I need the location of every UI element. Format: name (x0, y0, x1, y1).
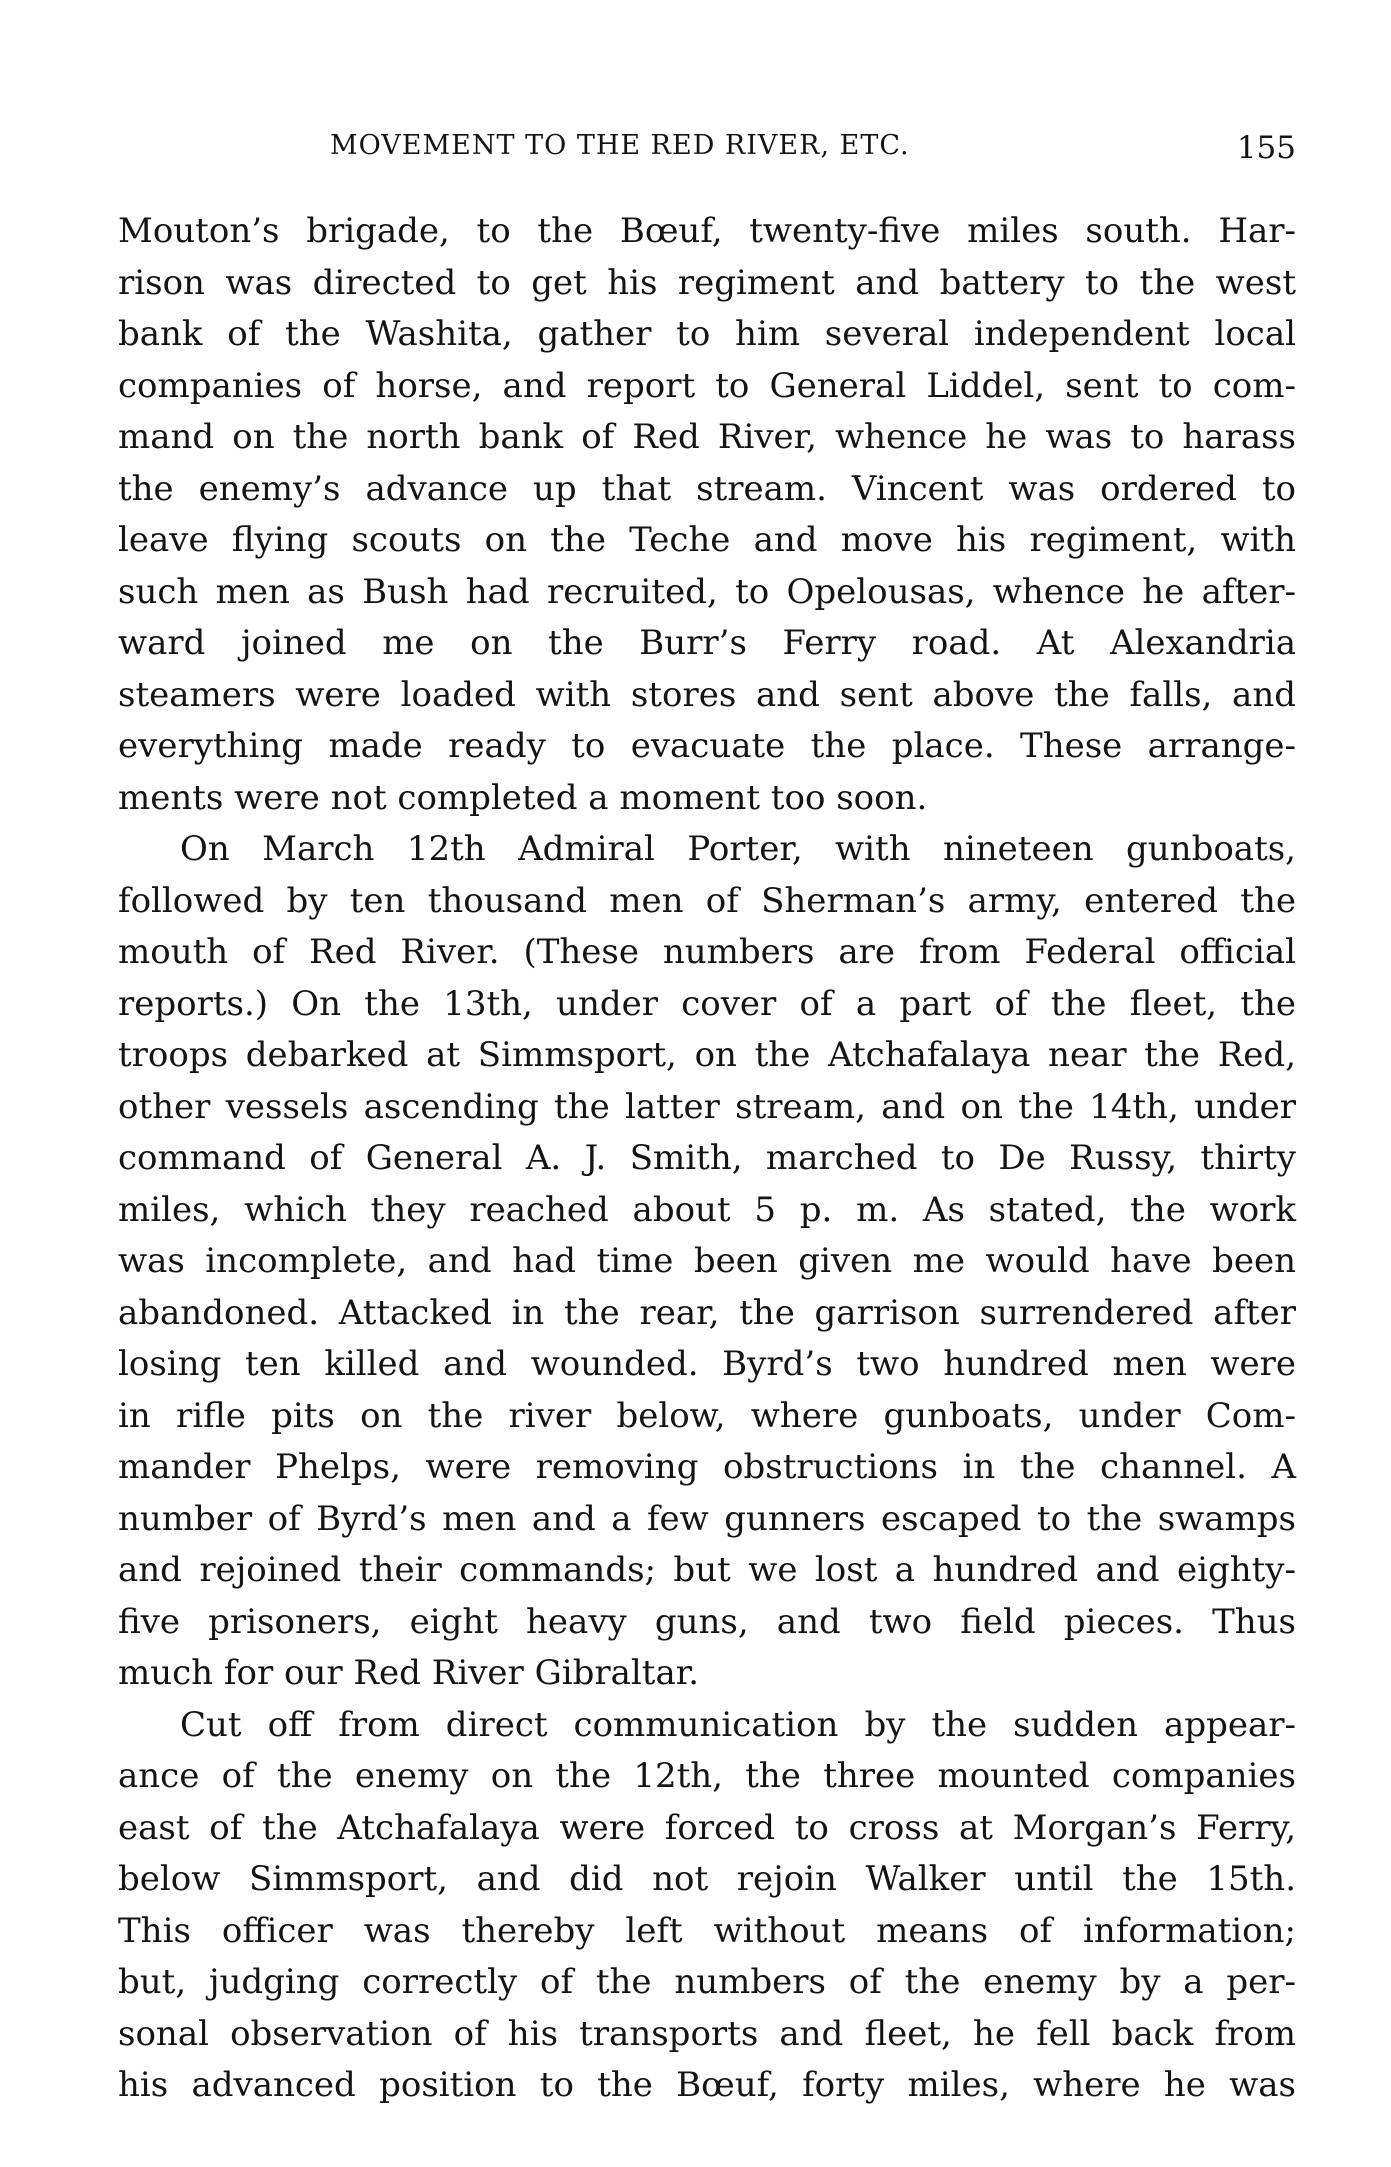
text-line: This officer was thereby left without means of information; (118, 1910, 1296, 1951)
text-line: below Simmsport, and did not rejoin Walker until the 15th. (118, 1859, 1296, 1899)
text-line: everything made ready to evacuate the place. These arrange- (118, 726, 1296, 766)
text-line: was incomplete, and had time been given me would have been (118, 1241, 1296, 1281)
text-line: mand on the north bank of Red River, whence he was to harass (118, 417, 1296, 457)
text-line: east of the Atchafalaya were forced to cross at Morgan’s Ferry, (118, 1807, 1296, 1848)
text-line: other vessels ascending the latter stream, and on the 14th, under (118, 1086, 1296, 1127)
text-line: Mouton’s brigade, to the Bœuf, twenty-five miles south. Har- (118, 211, 1296, 251)
body-text (118, 206, 1296, 2112)
text-line: much for our Red River Gibraltar. (118, 1653, 700, 1693)
text-line: losing ten killed and wounded. Byrd’s two hundred men were (118, 1344, 1296, 1384)
text-line: ance of the enemy on the 12th, the three mounted companies (118, 1756, 1296, 1796)
text-line: rison was directed to get his regiment and battery to the west (118, 262, 1296, 303)
running-head (118, 118, 1296, 178)
text-line: in rifle pits on the river below, where gunboats, under Com- (118, 1395, 1296, 1436)
paragraph (118, 206, 1296, 824)
text-line: On March 12th Admiral Porter, with nineteen gunboats, (180, 829, 1296, 869)
text-line: steamers were loaded with stores and sent above the falls, and (118, 674, 1296, 715)
text-line: but, judging correctly of the numbers of the enemy by a per- (118, 1962, 1296, 2002)
paragraph (118, 824, 1296, 1700)
text-line: five prisoners, eight heavy guns, and two field pieces. Thus (118, 1601, 1296, 1642)
book-page (118, 118, 1296, 2112)
text-line: followed by ten thousand men of Sherman’s army, entered the (118, 880, 1296, 921)
text-line: companies of horse, and report to General Liddel, sent to com- (118, 365, 1296, 406)
text-line: abandoned. Attacked in the rear, the garrison surrendered after (118, 1292, 1296, 1333)
running-title: MOVEMENT TO THE RED RIVER, ETC. (330, 130, 910, 161)
text-line: reports.) On the 13th, under cover of a part of the fleet, the (118, 983, 1296, 1024)
text-line: command of General A. J. Smith, marched to De Russy, thirty (118, 1138, 1296, 1178)
text-line: sonal observation of his transports and fleet, he fell back from (118, 2013, 1296, 2054)
page-number: 155 (1236, 130, 1296, 166)
text-line: the enemy’s advance up that stream. Vincent was ordered to (118, 468, 1296, 509)
text-line: bank of the Washita, gather to him several independent local (118, 314, 1296, 354)
text-line: Cut off from direct communication by the sudden appear- (180, 1704, 1296, 1745)
text-line: leave flying scouts on the Teche and move his regiment, with (118, 520, 1296, 560)
paragraph (118, 1700, 1296, 2112)
text-line: miles, which they reached about 5 p. m. As stated, the work (118, 1189, 1296, 1230)
text-line: ward joined me on the Burr’s Ferry road. At Alexandria (118, 623, 1296, 663)
text-line: such men as Bush had recruited, to Opelousas, whence he after- (118, 571, 1296, 612)
text-line: and rejoined their commands; but we lost a hundred and eighty- (118, 1550, 1296, 1590)
text-line: mouth of Red River. (These numbers are from Federal official (118, 932, 1296, 972)
text-line: troops debarked at Simmsport, on the Atchafalaya near the Red, (118, 1035, 1296, 1075)
text-line: number of Byrd’s men and a few gunners escaped to the swamps (118, 1498, 1296, 1539)
text-line: ments were not completed a moment too soon. (118, 777, 928, 818)
text-line: mander Phelps, were removing obstructions in the channel. A (118, 1447, 1296, 1487)
text-line: his advanced position to the Bœuf, forty miles, where he was (118, 2065, 1296, 2105)
